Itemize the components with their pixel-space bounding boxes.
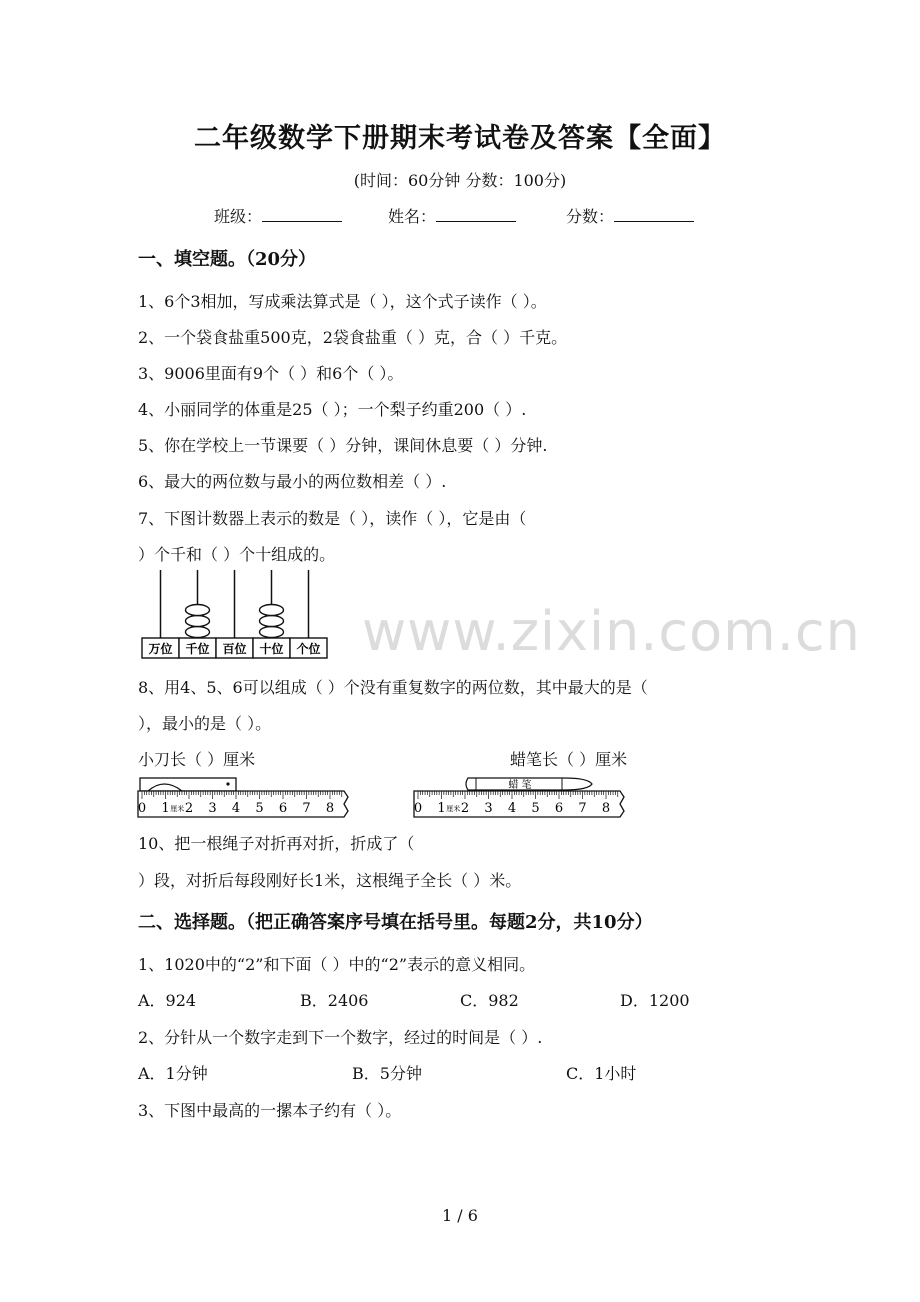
ruler-tick-label: 5 bbox=[531, 801, 540, 816]
knife-length-question: 小刀长（ ）厘米 bbox=[138, 750, 256, 769]
ruler-tick-label: 2 bbox=[460, 801, 470, 816]
name-label: 姓名： bbox=[388, 207, 437, 226]
abacus-label: 个位 bbox=[296, 642, 321, 656]
ruler-tick-label: 4 bbox=[231, 801, 241, 816]
ruler-tick-label: 5 bbox=[255, 801, 264, 816]
abacus-bead bbox=[260, 627, 284, 638]
question-1-3: 3、9006里面有9个（ ）和6个（ ）。 bbox=[138, 364, 404, 383]
ruler-tick-label: 8 bbox=[601, 801, 611, 816]
abacus-label: 十位 bbox=[259, 642, 284, 656]
question-1-7-cont: ）个千和（ ）个十组成的。 bbox=[138, 545, 336, 564]
watermark: www.zixin.com.cn bbox=[362, 600, 861, 663]
ruler-tick-label: 7 bbox=[302, 801, 311, 816]
abacus-base bbox=[142, 638, 327, 658]
class-label: 班级： bbox=[214, 207, 263, 226]
knife-ruler-figure bbox=[136, 774, 356, 822]
question-2-2: 2、分针从一个数字走到下一个数字，经过的时间是（ ）. bbox=[138, 1028, 543, 1047]
abacus-bead bbox=[260, 616, 284, 627]
ruler-tick-label: 3 bbox=[484, 801, 493, 816]
score-blank bbox=[614, 207, 694, 222]
option-2-1-c: C．982 bbox=[460, 991, 519, 1010]
crayon-icon bbox=[466, 778, 592, 791]
question-1-8: 8、用4、5、6可以组成（ ）个没有重复数字的两位数，其中最大的是（ bbox=[138, 678, 648, 697]
option-2-1-b: B．2406 bbox=[300, 991, 369, 1010]
class-field bbox=[214, 204, 342, 227]
section2-heading: 二、选择题。（把正确答案序号填在括号里。每题2分，共10分） bbox=[138, 912, 653, 933]
abacus-label: 千位 bbox=[185, 642, 210, 656]
ruler-tick-label: 8 bbox=[325, 801, 335, 816]
ruler-tick-label: 6 bbox=[554, 801, 564, 816]
ruler-tick-label: 0 bbox=[413, 801, 423, 816]
question-2-3: 3、下图中最高的一摞本子约有（ ）。 bbox=[138, 1101, 402, 1120]
abacus-bead bbox=[186, 605, 210, 616]
ruler-tick-label: 6 bbox=[278, 801, 288, 816]
ruler bbox=[414, 791, 624, 817]
question-1-4: 4、小丽同学的体重是25（ ）；一个梨子约重200（ ）. bbox=[138, 400, 527, 419]
question-2-1: 1、1020中的“2”和下面（ ）中的“2”表示的意义相同。 bbox=[138, 955, 536, 974]
name-blank bbox=[436, 207, 516, 222]
crayon-ruler-figure bbox=[412, 774, 632, 822]
name-field bbox=[388, 204, 516, 227]
question-1-1: 1、6个3相加，写成乘法算式是（ ），这个式子读作（ ）。 bbox=[138, 292, 547, 311]
ruler-tick-label: 7 bbox=[578, 801, 587, 816]
ruler bbox=[138, 791, 348, 817]
page-title: 二年级数学下册期末考试卷及答案【全面】 bbox=[194, 123, 726, 154]
abacus-label: 百位 bbox=[222, 642, 247, 656]
option-2-1-a: A．924 bbox=[138, 991, 197, 1010]
option-2-2-b: B．5分钟 bbox=[352, 1064, 422, 1083]
ruler-unit-label: 厘米 bbox=[446, 805, 461, 813]
option-2-2-c: C．1小时 bbox=[566, 1064, 637, 1083]
page-number: 1 / 6 bbox=[442, 1206, 478, 1225]
score-label: 分数： bbox=[566, 207, 615, 226]
question-1-10: 10、把一根绳子对折再对折，折成了（ bbox=[138, 834, 415, 853]
abacus-bead bbox=[186, 616, 210, 627]
option-2-1-d: D．1200 bbox=[620, 991, 690, 1010]
ruler-tick-label: 2 bbox=[184, 801, 194, 816]
option-2-2-a: A．1分钟 bbox=[138, 1064, 208, 1083]
score-field bbox=[566, 204, 694, 227]
ruler-tick-label: 1 bbox=[437, 801, 446, 816]
abacus-figure bbox=[140, 568, 330, 662]
question-1-10-cont: ）段，对折后每段刚好长1米，这根绳子全长（ ）米。 bbox=[138, 871, 522, 890]
class-blank bbox=[262, 207, 342, 222]
ruler-tick-label: 0 bbox=[137, 801, 147, 816]
exam-subtitle: (时间：60分钟 分数：100分) bbox=[353, 171, 567, 190]
abacus-bead bbox=[186, 627, 210, 638]
ruler-tick-label: 1 bbox=[161, 801, 170, 816]
question-1-2: 2、一个袋食盐重500克，2袋食盐重（ ）克，合（ ）千克。 bbox=[138, 328, 568, 347]
ruler-tick-label: 3 bbox=[208, 801, 217, 816]
abacus-rods bbox=[161, 570, 309, 638]
crayon-length-question: 蜡笔长（ ）厘米 bbox=[510, 750, 628, 769]
question-1-6: 6、最大的两位数与最小的两位数相差（ ）. bbox=[138, 472, 447, 491]
knife-icon bbox=[140, 778, 236, 791]
question-1-5: 5、你在学校上一节课要（ ）分钟，课间休息要（ ）分钟. bbox=[138, 436, 548, 455]
crayon-text: 蜡 笔 bbox=[508, 780, 532, 791]
abacus-label: 万位 bbox=[148, 642, 173, 656]
question-1-7: 7、下图计数器上表示的数是（ ），读作（ ），它是由（ bbox=[138, 509, 527, 528]
ruler-unit-label: 厘米 bbox=[170, 805, 185, 813]
ruler-tick-label: 4 bbox=[507, 801, 517, 816]
section1-heading: 一、填空题。（20分） bbox=[138, 249, 317, 270]
abacus-bead bbox=[260, 605, 284, 616]
question-1-8-cont: ），最小的是（ ）。 bbox=[138, 714, 272, 733]
